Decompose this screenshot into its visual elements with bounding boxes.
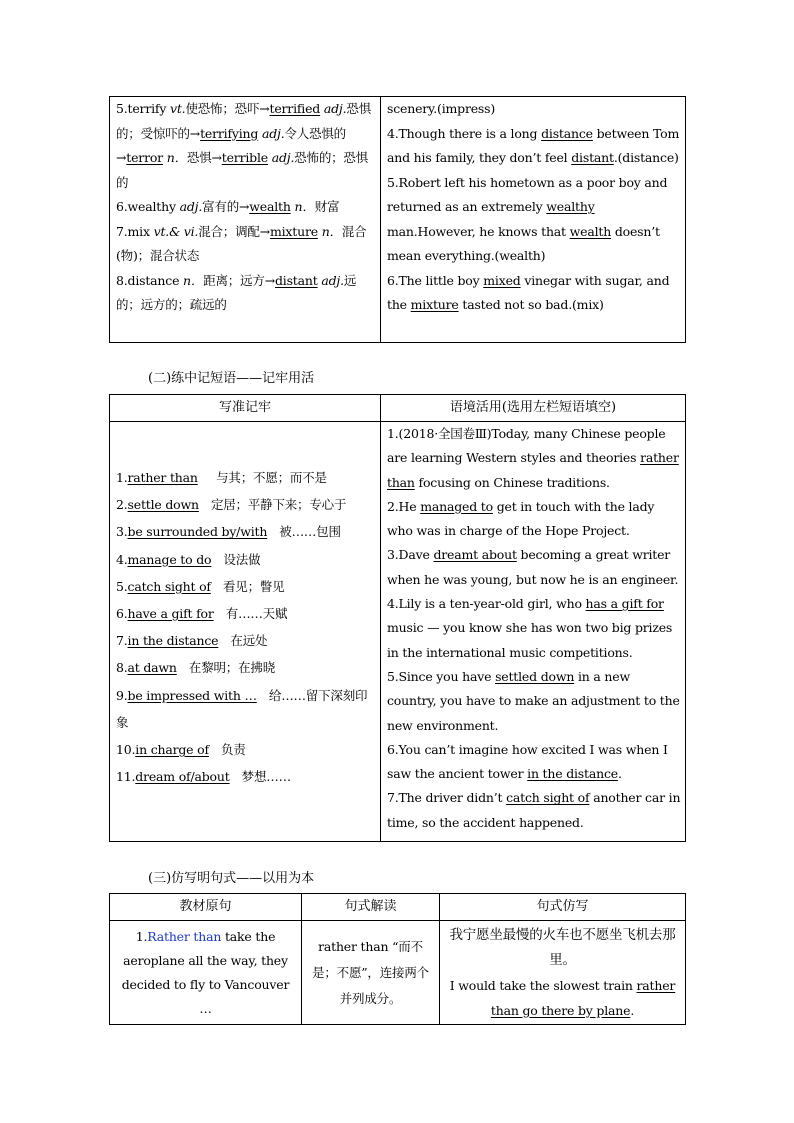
sentence-item: 6.You can’t imagine how excited I was when I saw the ancient tower in the distance. xyxy=(387,741,668,782)
phrase-item: 11.dream of/about 梦想…… xyxy=(116,769,291,785)
sentence-item: 5.Since you have settled down in a new country, you have to make an adjustment to the new environment. xyxy=(387,668,680,733)
phrase-item: 2.settle down 定居；平静下来；专心于 xyxy=(116,497,347,513)
vocab-item-mix: 7.mix vt.& vi.混合；调配→mixture n．混合(物)；混合状态 xyxy=(116,223,367,263)
phrase-item: 3.be surrounded by/with 被……包围 xyxy=(116,524,341,540)
sentence-item: 4.Lily is a ten-year-old girl, who has a gift for music — you know she has won two big prizes in the international music competitions. xyxy=(387,596,673,660)
exercise-mix: 6.The little boy mixed vinegar with sugar, and the mixture tasted not so bad.(mix) xyxy=(387,272,670,312)
phrase-table-head-left: 写准记牢 xyxy=(110,395,381,422)
phrase-item: 10.in charge of 负责 xyxy=(116,742,246,758)
original-sentence-cell: 1.Rather than take the aeroplane all the way, they decided to fly to Vancouver … xyxy=(110,921,302,1025)
vocab-item-distance: 8.distance n．距离；远方→distant adj.远的；远方的；疏远的 xyxy=(116,272,357,312)
sentence-item: 7.The driver didn’t catch sight of another car in time, so the accident happened. xyxy=(387,790,681,830)
imitation-english: I would take the slowest train rather than go there by plane. xyxy=(449,977,676,1018)
sentence-pattern-table xyxy=(109,893,686,1025)
pattern-head-explain: 句式解读 xyxy=(302,894,440,921)
phrase-table xyxy=(109,394,686,842)
sentence-item: 2.He managed to get in touch with the lady who was in charge of the Hope Project. xyxy=(387,498,655,539)
phrase-item: 6.have a gift for 有……天赋 xyxy=(116,606,288,622)
vocab-item-wealthy: 6.wealthy adj.富有的→wealth n．财富 xyxy=(116,199,340,214)
phrase-list-cell xyxy=(110,422,381,842)
exercise-distance: 4.Though there is a long distance between Tom and his family, they don’t feel distant.(distance) xyxy=(387,125,680,165)
imitation-cell xyxy=(440,921,686,1025)
phrase-item: 1.rather than 与其；不愿；而不是 xyxy=(116,470,327,485)
vocab-right-cell xyxy=(381,97,686,343)
phrase-table-head-right: 语境活用(选用左栏短语填空) xyxy=(381,395,686,422)
phrase-item: 7.in the distance 在远处 xyxy=(116,633,268,649)
section3-title: (三)仿写明句式——以用为本 xyxy=(148,871,315,886)
sentence-item: 3.Dave dreamt about becoming a great writer when he was young, but now he is an engineer. xyxy=(387,547,679,587)
pattern-explain-cell: rather than “而不是；不愿”，连接两个并列成分。 xyxy=(302,921,440,1025)
phrase-sentences-cell xyxy=(381,422,686,842)
vocab-table xyxy=(109,96,686,343)
phrase-item: 9.be impressed with … 给……留下深刻印象 xyxy=(116,687,368,730)
imitation-chinese: 我宁愿坐最慢的火车也不愿坐飞机去那里。 xyxy=(449,926,676,968)
section2-title: (二)练中记短语——记牢用活 xyxy=(148,371,315,386)
vocab-item-terrify: 5.terrify vt.使恐怖；恐吓→terrified adj.恐惧的；受惊吓的→terrifying adj.令人恐惧的→terror n．恐惧→terrible adj.恐怖的；恐惧的 xyxy=(116,101,371,190)
phrase-item: 8.at dawn 在黎明；在拂晓 xyxy=(116,660,276,676)
vocab-left-cell xyxy=(110,97,381,343)
phrase-item: 5.catch sight of 看见；瞥见 xyxy=(116,578,285,594)
exercise-wealth: 5.Robert left his hometown as a poor boy and returned as an extremely wealthy man.However, he knows that wealth doesn’t mean everything.(wealth) xyxy=(387,174,668,263)
sentence-item: 1.(2018·全国卷Ⅲ)Today, many Chinese people are learning Western styles and theories rather than focusing on Chinese traditions. xyxy=(387,426,679,490)
highlight-rather-than: Rather than xyxy=(147,928,222,944)
phrase-item: 4.manage to do 设法做 xyxy=(116,551,261,567)
pattern-head-original: 教材原句 xyxy=(110,894,302,921)
exercise-impress-tail: scenery.(impress) xyxy=(387,101,496,116)
pattern-head-imitate: 句式仿写 xyxy=(440,894,686,921)
